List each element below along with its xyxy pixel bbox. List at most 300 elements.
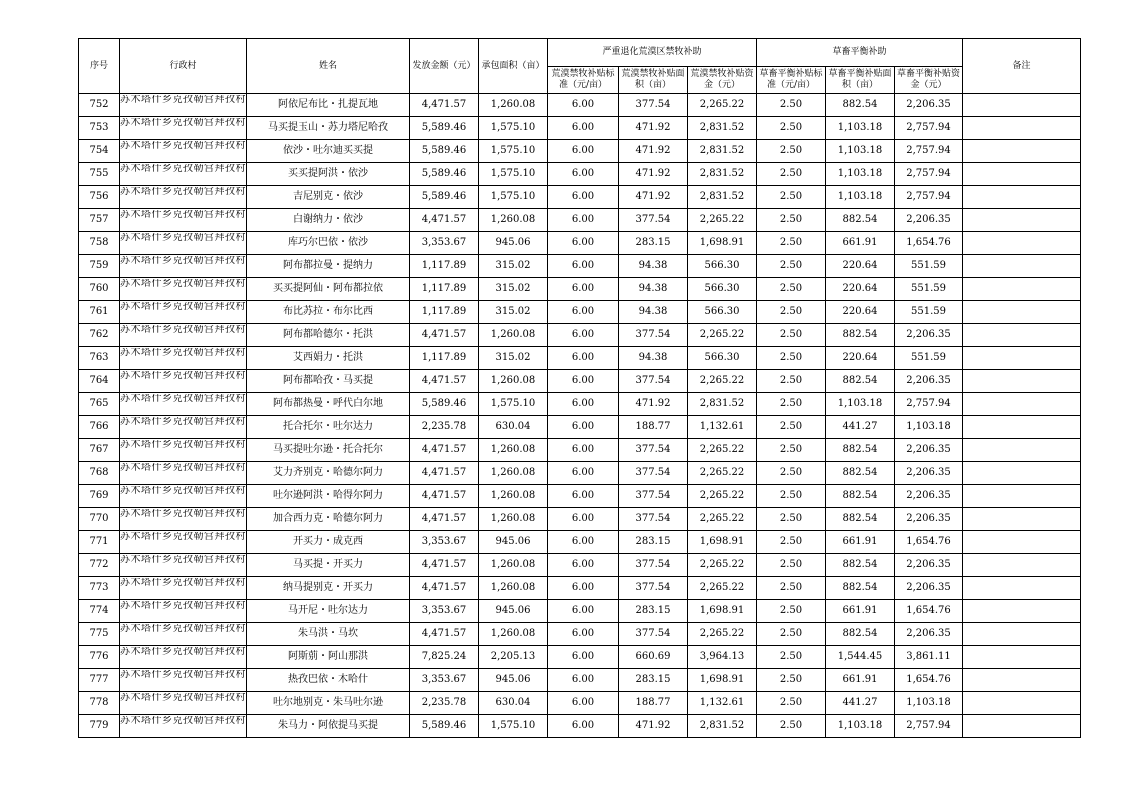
cell-remark [963,508,1081,531]
cell-desert-std: 6.00 [548,324,619,347]
cell-desert-std: 6.00 [548,163,619,186]
table-row [79,324,1081,347]
cell-grass-area: 882.54 [826,209,895,232]
cell-area: 1,260.08 [479,577,548,600]
cell-grass-std: 2.50 [757,393,826,416]
cell-desert-std: 6.00 [548,646,619,669]
cell-desert-std: 6.00 [548,508,619,531]
cell-amount: 1,117.89 [410,255,479,278]
cell-seq: 756 [79,186,120,209]
village-text: 苏木塔什乡克孜勒宫拜孜村 [120,301,246,312]
cell-remark [963,255,1081,278]
cell-grass-std: 2.50 [757,577,826,600]
cell-desert-amount: 2,265.22 [688,324,757,347]
cell-grass-std: 2.50 [757,301,826,324]
cell-area: 945.06 [479,531,548,554]
cell-amount: 4,471.57 [410,485,479,508]
cell-desert-area: 471.92 [619,163,688,186]
cell-grass-area: 441.27 [826,416,895,439]
cell-name: 热孜巴依・木哈什 [247,669,410,692]
cell-amount: 4,471.57 [410,554,479,577]
cell-name: 加合西力克・哈德尔阿力 [247,508,410,531]
cell-area: 1,260.08 [479,370,548,393]
cell-seq: 761 [79,301,120,324]
cell-grass-area: 661.91 [826,600,895,623]
cell-grass-amount: 2,206.35 [895,324,963,347]
village-text: 苏木塔什乡克孜勒宫拜孜村 [120,232,246,243]
cell-remark [963,278,1081,301]
cell-village [120,646,247,669]
cell-remark [963,554,1081,577]
cell-desert-area: 94.38 [619,301,688,324]
cell-grass-amount: 2,757.94 [895,163,963,186]
cell-desert-area: 377.54 [619,324,688,347]
cell-remark [963,117,1081,140]
cell-grass-amount: 2,757.94 [895,117,963,140]
cell-grass-std: 2.50 [757,508,826,531]
cell-name: 阿布都热曼・呼代白尔地 [247,393,410,416]
cell-name: 阿布都哈德尔・托洪 [247,324,410,347]
cell-desert-amount: 2,265.22 [688,577,757,600]
cell-remark [963,94,1081,117]
cell-remark [963,577,1081,600]
cell-name: 吐尔逊阿洪・哈得尔阿力 [247,485,410,508]
table-row [79,554,1081,577]
cell-desert-area: 377.54 [619,209,688,232]
cell-amount: 5,589.46 [410,715,479,738]
cell-grass-amount: 3,861.11 [895,646,963,669]
header-seq: 序号 [79,39,120,94]
cell-grass-amount: 1,654.76 [895,531,963,554]
table-row [79,186,1081,209]
cell-seq: 757 [79,209,120,232]
cell-desert-area: 283.15 [619,669,688,692]
cell-name: 布比苏拉・布尔比西 [247,301,410,324]
table-row [79,439,1081,462]
cell-grass-std: 2.50 [757,623,826,646]
cell-seq: 759 [79,255,120,278]
table-header [79,39,1081,94]
cell-desert-area: 377.54 [619,439,688,462]
cell-desert-amount: 2,831.52 [688,163,757,186]
cell-village [120,692,247,715]
cell-village [120,347,247,370]
cell-area: 1,575.10 [479,186,548,209]
cell-grass-std: 2.50 [757,416,826,439]
cell-desert-amount: 1,132.61 [688,692,757,715]
cell-desert-amount: 2,265.22 [688,554,757,577]
cell-village [120,324,247,347]
cell-name: 艾西娟力・托洪 [247,347,410,370]
cell-amount: 4,471.57 [410,577,479,600]
table-row [79,646,1081,669]
cell-village [120,623,247,646]
header-remark: 备注 [963,39,1081,94]
village-text: 苏木塔什乡克孜勒宫拜孜村 [120,439,246,450]
cell-area: 1,575.10 [479,163,548,186]
cell-name: 阿布都拉曼・提纳力 [247,255,410,278]
table-row [79,623,1081,646]
cell-desert-amount: 566.30 [688,347,757,370]
cell-village [120,94,247,117]
cell-seq: 765 [79,393,120,416]
cell-name: 依沙・吐尔迪买买提 [247,140,410,163]
village-text: 苏木塔什乡克孜勒宫拜孜村 [120,623,246,634]
header-desert-std: 荒漠禁牧补贴标准（元/亩） [548,67,619,94]
cell-desert-amount: 2,265.22 [688,485,757,508]
cell-amount: 5,589.46 [410,140,479,163]
village-text: 苏木塔什乡克孜勒宫拜孜村 [120,324,246,335]
cell-name: 吉尼别克・依沙 [247,186,410,209]
table-row [79,577,1081,600]
table-row [79,715,1081,738]
cell-amount: 5,589.46 [410,163,479,186]
cell-desert-area: 94.38 [619,347,688,370]
cell-desert-area: 94.38 [619,278,688,301]
table-row [79,347,1081,370]
cell-desert-std: 6.00 [548,692,619,715]
cell-amount: 4,471.57 [410,508,479,531]
cell-village [120,577,247,600]
cell-area: 1,260.08 [479,554,548,577]
cell-desert-std: 6.00 [548,140,619,163]
cell-grass-area: 1,103.18 [826,117,895,140]
cell-grass-amount: 2,206.35 [895,577,963,600]
village-text: 苏木塔什乡克孜勒宫拜孜村 [120,209,246,220]
cell-village [120,531,247,554]
cell-area: 1,575.10 [479,715,548,738]
header-village: 行政村 [120,39,247,94]
cell-grass-area: 882.54 [826,462,895,485]
cell-seq: 768 [79,462,120,485]
header-amount: 发放金额（元） [410,39,479,94]
cell-desert-amount: 1,698.91 [688,232,757,255]
cell-desert-amount: 2,265.22 [688,370,757,393]
cell-amount: 7,825.24 [410,646,479,669]
cell-desert-std: 6.00 [548,669,619,692]
cell-desert-amount: 566.30 [688,278,757,301]
cell-name: 吐尔地别克・朱马吐尔逊 [247,692,410,715]
cell-desert-area: 471.92 [619,715,688,738]
village-text: 苏木塔什乡克孜勒宫拜孜村 [120,393,246,404]
cell-grass-area: 220.64 [826,301,895,324]
cell-desert-std: 6.00 [548,439,619,462]
cell-area: 1,260.08 [479,485,548,508]
cell-grass-std: 2.50 [757,324,826,347]
village-text: 苏木塔什乡克孜勒宫拜孜村 [120,163,246,174]
cell-grass-area: 882.54 [826,94,895,117]
cell-grass-std: 2.50 [757,370,826,393]
cell-amount: 1,117.89 [410,278,479,301]
village-text: 苏木塔什乡克孜勒宫拜孜村 [120,255,246,266]
cell-seq: 778 [79,692,120,715]
cell-grass-std: 2.50 [757,232,826,255]
cell-village [120,508,247,531]
header-grass-std: 草畜平衡补贴标准（元/亩） [757,67,826,94]
cell-desert-area: 377.54 [619,554,688,577]
cell-grass-area: 1,103.18 [826,393,895,416]
cell-amount: 1,117.89 [410,347,479,370]
cell-grass-area: 661.91 [826,531,895,554]
cell-grass-amount: 1,103.18 [895,416,963,439]
cell-remark [963,324,1081,347]
village-text: 苏木塔什乡克孜勒宫拜孜村 [120,370,246,381]
cell-desert-std: 6.00 [548,416,619,439]
cell-desert-amount: 2,265.22 [688,439,757,462]
cell-grass-area: 882.54 [826,508,895,531]
cell-area: 315.02 [479,255,548,278]
cell-name: 阿斯莂・阿山那洪 [247,646,410,669]
header-desert-amount: 荒漠禁牧补贴资金（元） [688,67,757,94]
table-row [79,278,1081,301]
cell-grass-std: 2.50 [757,600,826,623]
header-area: 承包面积（亩） [479,39,548,94]
cell-name: 买买提阿洪・依沙 [247,163,410,186]
cell-remark [963,439,1081,462]
cell-seq: 773 [79,577,120,600]
cell-grass-amount: 2,206.35 [895,508,963,531]
cell-grass-std: 2.50 [757,715,826,738]
cell-seq: 758 [79,232,120,255]
cell-grass-std: 2.50 [757,117,826,140]
cell-remark [963,140,1081,163]
table-row [79,140,1081,163]
village-text: 苏木塔什乡克孜勒宫拜孜村 [120,669,246,680]
cell-grass-amount: 2,206.35 [895,209,963,232]
cell-desert-std: 6.00 [548,393,619,416]
cell-remark [963,347,1081,370]
header-grass-amount: 草畜平衡补贴资金（元） [895,67,963,94]
village-text: 苏木塔什乡克孜勒宫拜孜村 [120,462,246,473]
cell-village [120,600,247,623]
cell-grass-amount: 1,654.76 [895,669,963,692]
cell-grass-amount: 2,206.35 [895,462,963,485]
village-text: 苏木塔什乡克孜勒宫拜孜村 [120,485,246,496]
cell-grass-area: 220.64 [826,278,895,301]
cell-amount: 4,471.57 [410,439,479,462]
cell-village [120,278,247,301]
cell-desert-amount: 566.30 [688,301,757,324]
cell-amount: 4,471.57 [410,94,479,117]
cell-amount: 4,471.57 [410,209,479,232]
cell-desert-area: 471.92 [619,140,688,163]
cell-name: 买买提阿仙・阿布都拉依 [247,278,410,301]
cell-remark [963,623,1081,646]
cell-remark [963,692,1081,715]
cell-village [120,715,247,738]
cell-area: 1,260.08 [479,623,548,646]
header-desert-group: 严重退化荒漠区禁牧补助 [548,39,757,67]
table-row [79,163,1081,186]
cell-area: 1,575.10 [479,393,548,416]
village-text: 苏木塔什乡克孜勒宫拜孜村 [120,554,246,565]
cell-grass-std: 2.50 [757,94,826,117]
cell-village [120,209,247,232]
cell-desert-std: 6.00 [548,278,619,301]
cell-grass-amount: 2,206.35 [895,370,963,393]
cell-grass-area: 882.54 [826,370,895,393]
cell-grass-area: 1,103.18 [826,715,895,738]
village-text: 苏木塔什乡克孜勒宫拜孜村 [120,94,246,105]
table-row [79,393,1081,416]
cell-desert-std: 6.00 [548,462,619,485]
cell-desert-std: 6.00 [548,600,619,623]
cell-village [120,416,247,439]
cell-desert-std: 6.00 [548,623,619,646]
village-text: 苏木塔什乡克孜勒宫拜孜村 [120,715,246,726]
cell-remark [963,232,1081,255]
cell-name: 托合托尔・吐尔达力 [247,416,410,439]
cell-grass-amount: 1,654.76 [895,232,963,255]
cell-village [120,140,247,163]
cell-grass-amount: 2,757.94 [895,393,963,416]
cell-grass-std: 2.50 [757,646,826,669]
village-text: 苏木塔什乡克孜勒宫拜孜村 [120,531,246,542]
cell-desert-area: 94.38 [619,255,688,278]
cell-desert-std: 6.00 [548,186,619,209]
table-row [79,462,1081,485]
cell-seq: 775 [79,623,120,646]
cell-desert-amount: 2,265.22 [688,209,757,232]
cell-desert-amount: 2,831.52 [688,117,757,140]
cell-area: 2,205.13 [479,646,548,669]
table-row [79,692,1081,715]
cell-seq: 771 [79,531,120,554]
cell-area: 630.04 [479,416,548,439]
cell-remark [963,416,1081,439]
cell-grass-area: 882.54 [826,577,895,600]
cell-village [120,370,247,393]
cell-amount: 4,471.57 [410,324,479,347]
cell-desert-area: 377.54 [619,462,688,485]
cell-area: 1,260.08 [479,209,548,232]
cell-amount: 4,471.57 [410,623,479,646]
cell-grass-area: 882.54 [826,324,895,347]
village-text: 苏木塔什乡克孜勒宫拜孜村 [120,416,246,427]
cell-name: 朱马洪・马坎 [247,623,410,646]
cell-desert-std: 6.00 [548,94,619,117]
village-text: 苏木塔什乡克孜勒宫拜孜村 [120,577,246,588]
village-text: 苏木塔什乡克孜勒宫拜孜村 [120,140,246,151]
cell-grass-area: 1,103.18 [826,163,895,186]
cell-grass-amount: 2,206.35 [895,439,963,462]
cell-desert-amount: 2,265.22 [688,508,757,531]
cell-grass-std: 2.50 [757,462,826,485]
cell-desert-area: 471.92 [619,186,688,209]
cell-seq: 767 [79,439,120,462]
cell-remark [963,531,1081,554]
cell-amount: 4,471.57 [410,370,479,393]
table-row [79,600,1081,623]
cell-desert-area: 283.15 [619,531,688,554]
cell-desert-area: 660.69 [619,646,688,669]
cell-desert-amount: 2,265.22 [688,462,757,485]
cell-grass-amount: 2,206.35 [895,94,963,117]
cell-desert-amount: 566.30 [688,255,757,278]
cell-seq: 753 [79,117,120,140]
cell-name: 马买提玉山・苏力塔尼哈孜 [247,117,410,140]
cell-grass-area: 661.91 [826,232,895,255]
cell-grass-amount: 551.59 [895,278,963,301]
cell-area: 1,260.08 [479,462,548,485]
cell-desert-std: 6.00 [548,577,619,600]
cell-seq: 776 [79,646,120,669]
cell-village [120,232,247,255]
table-body [79,94,1081,738]
cell-desert-amount: 2,265.22 [688,94,757,117]
cell-seq: 774 [79,600,120,623]
cell-village [120,439,247,462]
cell-area: 1,260.08 [479,508,548,531]
village-text: 苏木塔什乡克孜勒宫拜孜村 [120,508,246,519]
cell-desert-std: 6.00 [548,209,619,232]
cell-grass-amount: 551.59 [895,301,963,324]
table-row [79,485,1081,508]
header-name: 姓名 [247,39,410,94]
cell-village [120,393,247,416]
cell-grass-std: 2.50 [757,485,826,508]
cell-area: 1,260.08 [479,439,548,462]
table-row [79,416,1081,439]
cell-grass-area: 1,103.18 [826,186,895,209]
cell-desert-amount: 1,698.91 [688,669,757,692]
cell-grass-amount: 1,103.18 [895,692,963,715]
cell-grass-std: 2.50 [757,439,826,462]
cell-grass-area: 441.27 [826,692,895,715]
cell-area: 1,575.10 [479,117,548,140]
cell-name: 朱马力・阿依提马买提 [247,715,410,738]
cell-desert-amount: 1,698.91 [688,531,757,554]
cell-desert-area: 377.54 [619,370,688,393]
cell-grass-amount: 2,206.35 [895,485,963,508]
cell-seq: 762 [79,324,120,347]
cell-area: 630.04 [479,692,548,715]
cell-desert-amount: 2,831.52 [688,140,757,163]
cell-seq: 764 [79,370,120,393]
cell-desert-area: 377.54 [619,485,688,508]
village-text: 苏木塔什乡克孜勒宫拜孜村 [120,278,246,289]
cell-desert-std: 6.00 [548,554,619,577]
cell-amount: 5,589.46 [410,117,479,140]
table-row [79,255,1081,278]
cell-desert-std: 6.00 [548,715,619,738]
cell-desert-area: 377.54 [619,623,688,646]
cell-grass-std: 2.50 [757,186,826,209]
cell-grass-area: 1,544.45 [826,646,895,669]
cell-village [120,554,247,577]
cell-remark [963,163,1081,186]
cell-amount: 5,589.46 [410,393,479,416]
cell-desert-amount: 2,831.52 [688,186,757,209]
cell-grass-area: 882.54 [826,623,895,646]
cell-name: 马买提・开买力 [247,554,410,577]
cell-name: 马开尼・吐尔达力 [247,600,410,623]
cell-name: 阿布都哈孜・马买提 [247,370,410,393]
village-text: 苏木塔什乡克孜勒宫拜孜村 [120,117,246,128]
cell-grass-amount: 2,206.35 [895,554,963,577]
cell-name: 阿依尼布比・扎提瓦地 [247,94,410,117]
cell-village [120,462,247,485]
table-row [79,117,1081,140]
cell-desert-amount: 2,831.52 [688,715,757,738]
cell-village [120,163,247,186]
cell-name: 纳马提别克・开买力 [247,577,410,600]
cell-remark [963,485,1081,508]
cell-seq: 752 [79,94,120,117]
cell-village [120,255,247,278]
cell-seq: 779 [79,715,120,738]
village-text: 苏木塔什乡克孜勒宫拜孜村 [120,692,246,703]
